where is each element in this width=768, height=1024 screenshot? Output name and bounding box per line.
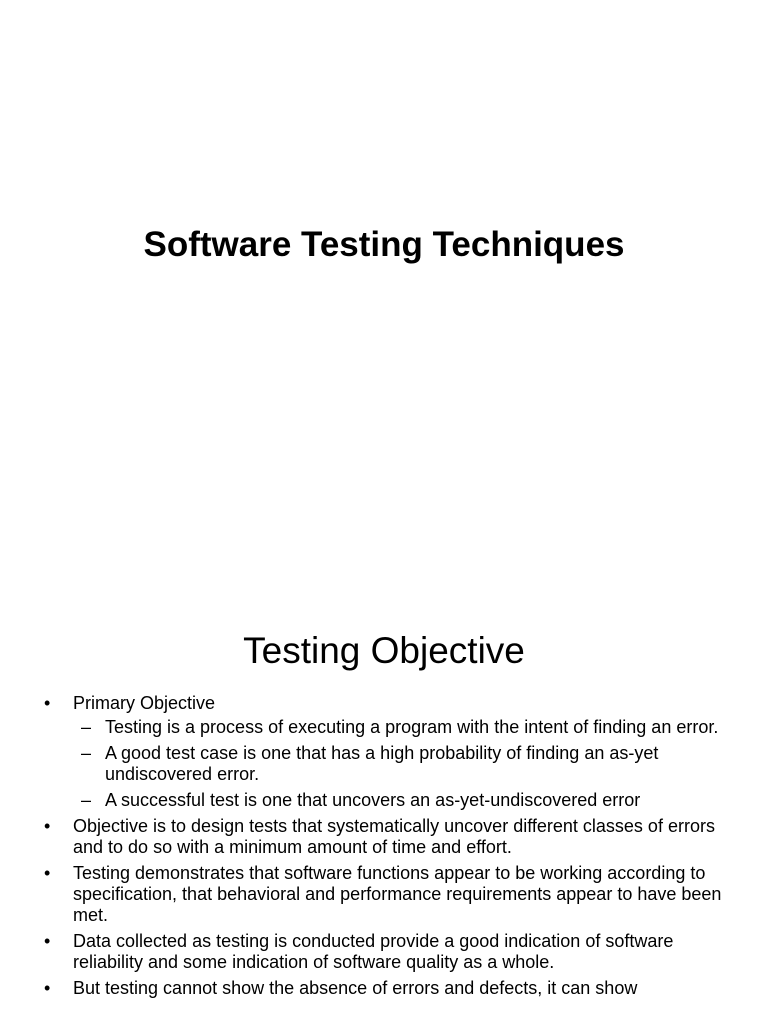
bullet-item — [44, 863, 744, 926]
bullet-text: Primary Objective — [73, 693, 216, 713]
dash-marker: – — [81, 743, 92, 763]
bullet-item — [44, 816, 744, 858]
sub-bullet-text: A successful test is one that uncovers an as-yet-undiscovered error — [105, 790, 641, 810]
bullet-marker: • — [44, 816, 51, 836]
sub-bullet-item — [73, 790, 744, 811]
bullet-list — [44, 693, 744, 1004]
bullet-marker: • — [44, 863, 51, 883]
bullet-text: Testing demonstrates that software functions appear to be working according to specification, that behavioral and performance requirements appear to have been met. — [73, 863, 722, 925]
bullet-text: But testing cannot show the absence of errors and defects, it can show — [73, 978, 638, 998]
slide-title: Software Testing Techniques — [143, 225, 625, 264]
bullet-text: Objective is to design tests that systematically uncover different classes of errors and to do so with a minimum amount of time and effort. — [73, 816, 715, 857]
bullet-marker: • — [44, 693, 51, 713]
dash-marker: – — [81, 717, 92, 737]
bullet-item — [44, 693, 744, 811]
sub-bullet-item — [73, 743, 744, 785]
sub-bullet-item — [73, 717, 744, 738]
bullet-item — [44, 978, 744, 999]
bullet-marker: • — [44, 978, 51, 998]
sub-bullet-text: Testing is a process of executing a program with the intent of finding an error. — [105, 717, 719, 737]
dash-marker: – — [81, 790, 92, 810]
sub-bullet-text: A good test case is one that has a high probability of finding an as-yet undiscovered error. — [105, 743, 659, 784]
sub-bullet-list — [73, 717, 744, 811]
bullet-text: Data collected as testing is conducted provide a good indication of software reliability and some indication of software quality as a whole. — [73, 931, 674, 972]
slide-heading: Testing Objective — [243, 630, 525, 671]
bullet-item — [44, 931, 744, 973]
bullet-marker: • — [44, 931, 51, 951]
